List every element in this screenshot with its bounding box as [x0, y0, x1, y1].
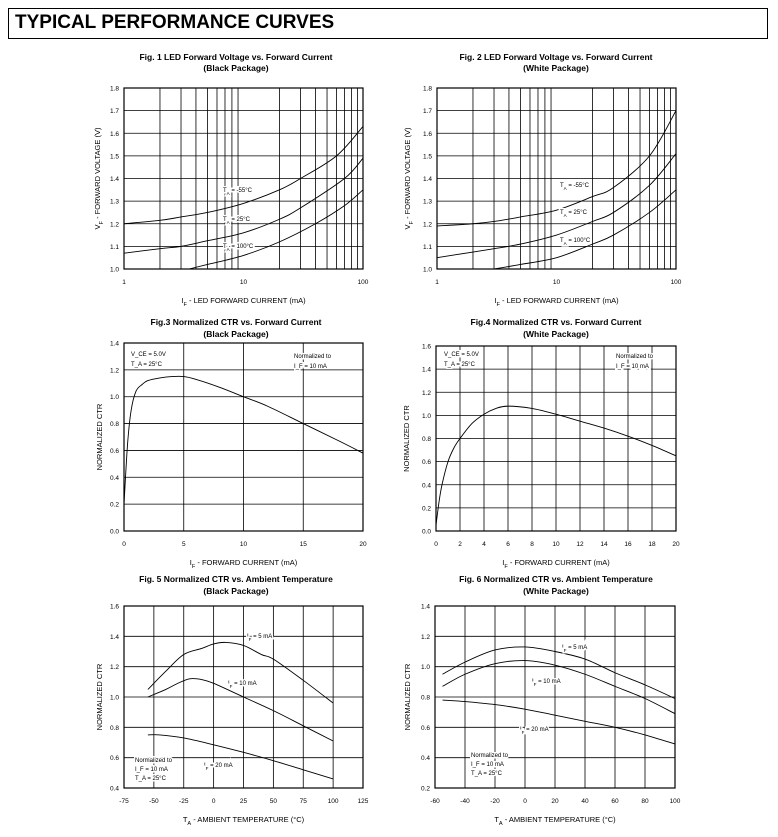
x-tick-label: 5: [181, 541, 186, 548]
y-axis-label: $V_F$ - FORWARD VOLTAGE (V): [403, 127, 415, 230]
y-tick-label: 1.0: [420, 664, 430, 672]
x-tick-label: 6: [506, 541, 510, 548]
chart-annotation: Normalized to: [616, 354, 654, 360]
chart-annotation: Normalized to: [471, 753, 509, 759]
y-tick-label: 0.8: [109, 421, 119, 429]
chart-fig-4: [402, 317, 680, 570]
x-tick-label: -60: [430, 798, 440, 805]
x-tick-label: 40: [581, 798, 589, 805]
chart-fig-1: [93, 52, 369, 308]
y-tick-label: 0.4: [421, 482, 431, 490]
series-line: [494, 190, 676, 269]
series-line: [148, 642, 333, 703]
chart-title: Fig.4 Normalized CTR vs. Forward Current: [470, 317, 642, 327]
y-tick-label: 0.8: [421, 436, 431, 443]
x-tick-label: 100: [670, 279, 682, 286]
x-tick-label: -40: [460, 798, 470, 805]
chart-title: Fig. 1 LED Forward Voltage vs. Forward Current: [139, 52, 333, 62]
series-label: $I_F = 20$ mA: [204, 763, 233, 771]
y-tick-label: 0.2: [421, 505, 431, 513]
x-tick-label: -20: [490, 798, 500, 805]
y-tick-label: 0.6: [109, 755, 119, 763]
x-tick-label: 18: [648, 541, 656, 548]
chart-annotation: T_A = 25°C: [471, 771, 502, 777]
x-tick-label: -50: [149, 798, 159, 805]
y-tick-label: 1.5: [109, 153, 119, 161]
y-tick-label: 0.4: [109, 474, 119, 482]
x-tick-label: 25: [239, 798, 248, 805]
y-tick-label: 1.3: [109, 198, 119, 206]
x-tick-label: 20: [672, 541, 680, 548]
y-tick-label: 1.0: [109, 266, 119, 274]
chart-title: Fig. 6 Normalized CTR vs. Ambient Temperature: [459, 574, 653, 584]
y-tick-label: 1.6: [421, 343, 431, 351]
x-tick-label: 60: [611, 798, 619, 805]
series-label: $I_F = 5$ mA: [562, 645, 588, 653]
x-tick-label: 80: [641, 798, 649, 805]
x-tick-label: 100: [357, 279, 369, 286]
y-axis-label: NORMALIZED CTR: [95, 663, 104, 731]
series-label: $I_F = 10$ mA: [532, 679, 561, 687]
y-tick-label: 1.2: [422, 221, 432, 229]
y-tick-label: 1.2: [109, 664, 119, 672]
x-tick-label: 10: [239, 279, 248, 286]
chart-subtitle: (Black Package): [203, 586, 269, 596]
x-tick-label: 0: [523, 798, 527, 805]
series-line: [189, 190, 363, 269]
chart-subtitle: (Black Package): [203, 63, 269, 73]
x-axis-label: $I_F$ - FORWARD CURRENT (mA): [189, 558, 298, 570]
y-tick-label: 0.4: [420, 755, 430, 763]
y-tick-label: 1.4: [422, 176, 432, 183]
y-tick-label: 1.4: [420, 603, 430, 611]
chart-annotation: Normalized to: [294, 354, 332, 360]
y-axis-label: NORMALIZED CTR: [402, 405, 411, 472]
x-tick-label: 20: [551, 798, 559, 805]
y-tick-label: 1.0: [109, 694, 119, 702]
chart-subtitle: (White Package): [523, 63, 589, 73]
x-tick-label: -75: [119, 798, 129, 805]
x-axis-label: $I_F$ - LED FORWARD CURRENT (mA): [494, 296, 619, 308]
y-tick-label: 1.4: [109, 633, 119, 641]
x-tick-label: 0: [122, 541, 126, 548]
y-tick-label: 1.2: [109, 221, 119, 229]
y-tick-label: 1.2: [109, 367, 119, 375]
y-tick-label: 1.0: [109, 394, 119, 402]
y-tick-label: 1.7: [422, 108, 432, 116]
y-axis-label: NORMALIZED CTR: [403, 663, 412, 731]
y-tick-label: 1.6: [422, 130, 432, 138]
series-label: $T_A = 100^\circ C$: [560, 238, 591, 246]
y-tick-label: 0.2: [109, 501, 119, 509]
x-tick-label: 10: [239, 541, 248, 548]
series-label: $T_A = -55^\circ C$: [560, 183, 589, 191]
chart-subtitle: (White Package): [523, 586, 589, 596]
y-tick-label: 1.5: [422, 153, 432, 161]
y-tick-label: 1.8: [422, 85, 432, 93]
chart-annotation: T_A = 25°C: [444, 362, 475, 368]
chart-annotation: I_F = 10 mA: [471, 762, 504, 768]
x-tick-label: 0: [211, 798, 216, 805]
x-tick-label: 100: [327, 798, 339, 805]
x-axis-label: $T_A$ - AMBIENT TEMPERATURE (°C): [182, 815, 305, 827]
section-title: TYPICAL PERFORMANCE CURVES: [15, 12, 335, 33]
y-tick-label: 0.2: [420, 785, 430, 793]
x-tick-label: 1: [435, 279, 439, 286]
series-line: [443, 647, 676, 699]
x-tick-label: 12: [576, 541, 584, 548]
x-tick-label: 75: [299, 798, 307, 805]
series-line: [148, 735, 333, 779]
y-tick-label: 0.4: [109, 785, 119, 793]
y-tick-label: 0.8: [420, 694, 430, 702]
chart-annotation: V_CE = 5.0V: [444, 352, 479, 358]
x-tick-label: 10: [552, 279, 561, 286]
y-tick-label: 1.0: [422, 266, 432, 274]
y-tick-label: 1.1: [422, 243, 432, 251]
x-axis-label: $I_F$ - FORWARD CURRENT (mA): [502, 558, 610, 570]
y-tick-label: 1.7: [109, 108, 119, 116]
y-axis-label: NORMALIZED CTR: [95, 403, 104, 471]
y-tick-label: 0.8: [109, 724, 119, 732]
chart-annotation: V_CE = 5.0V: [131, 352, 166, 358]
series-line: [148, 679, 333, 741]
y-tick-label: 1.4: [421, 366, 431, 374]
x-axis-label: $T_A$ - AMBIENT TEMPERATURE (°C): [494, 815, 616, 827]
y-tick-label: 0.0: [109, 528, 119, 536]
chart-title: Fig. 5 Normalized CTR vs. Ambient Temperature: [139, 574, 333, 584]
series-label: $T_A = 25^\circ C$: [560, 210, 587, 218]
chart-annotation: T_A = 25°C: [135, 776, 166, 782]
chart-fig-5: [95, 574, 369, 827]
x-axis-label: $I_F$ - LED FORWARD CURRENT (mA): [181, 296, 306, 308]
series-line: [443, 700, 676, 744]
series-label: $T_A = 25^\circ C$: [223, 217, 250, 225]
series-label: $I_F = 20$ mA: [520, 727, 549, 735]
series-label: $T_A = 100^\circ C$: [223, 244, 254, 252]
y-tick-label: 1.8: [109, 85, 119, 93]
x-tick-label: 100: [669, 798, 681, 805]
y-tick-label: 1.1: [109, 243, 119, 251]
x-tick-label: 2: [458, 541, 462, 548]
chart-title: Fig. 2 LED Forward Voltage vs. Forward Current: [459, 52, 653, 62]
x-tick-label: 10: [552, 541, 560, 548]
chart-annotation: T_A = 25°C: [131, 362, 162, 368]
chart-annotation: Normalized to: [135, 758, 173, 764]
chart-fig-6: [403, 574, 681, 827]
series-label: $T_A = -55^\circ C$: [223, 188, 252, 196]
y-tick-label: 1.0: [421, 412, 431, 420]
chart-subtitle: (Black Package): [203, 329, 269, 339]
series-label: $I_F = 10$ mA: [228, 681, 257, 689]
y-tick-label: 0.6: [109, 447, 119, 455]
y-tick-label: 1.6: [109, 603, 119, 611]
x-tick-label: 8: [530, 541, 534, 548]
x-tick-label: 50: [269, 798, 277, 805]
y-tick-label: 0.6: [420, 724, 430, 732]
x-tick-label: 15: [299, 541, 307, 548]
y-tick-label: 1.6: [109, 130, 119, 138]
x-tick-label: 4: [482, 541, 486, 548]
y-tick-label: 1.4: [109, 340, 119, 348]
x-tick-label: 0: [434, 541, 438, 548]
x-tick-label: 125: [357, 798, 369, 805]
chart-annotation: I_F = 10 mA: [294, 364, 327, 370]
x-tick-label: 14: [600, 541, 608, 548]
y-tick-label: 0.6: [421, 459, 431, 467]
x-tick-label: 20: [359, 541, 367, 548]
y-tick-label: 1.2: [421, 389, 431, 397]
chart-title: Fig.3 Normalized CTR vs. Forward Current: [150, 317, 322, 327]
chart-subtitle: (White Package): [523, 329, 589, 339]
y-tick-label: 1.2: [420, 633, 430, 641]
series-line: [443, 661, 676, 714]
x-tick-label: 16: [624, 541, 632, 548]
y-tick-label: 0.0: [421, 528, 431, 536]
y-tick-label: 1.3: [422, 198, 432, 206]
y-axis-label: $V_F$ - FORWARD VOLTAGE (V): [93, 127, 105, 230]
chart-fig-2: [403, 52, 682, 308]
chart-annotation: I_F = 10 mA: [135, 767, 168, 773]
chart-annotation: I_F = 10 mA: [616, 364, 649, 370]
x-tick-label: -25: [179, 798, 189, 805]
y-tick-label: 1.4: [109, 176, 119, 183]
chart-fig-3: [95, 317, 367, 570]
series-label: $I_F = 5$ mA: [247, 634, 273, 642]
x-tick-label: 1: [122, 279, 126, 286]
